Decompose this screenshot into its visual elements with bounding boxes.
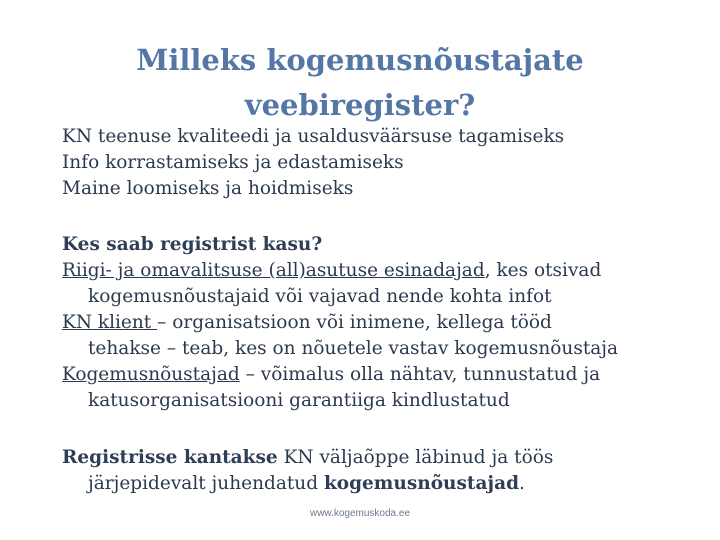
beneficiary-item [62,362,702,414]
title-line-2: veebiregister? [244,88,476,122]
beneficiary-link-authorities[interactable]: Riigi- ja omavalitsuse (all)asutuse esinadajad [62,260,485,281]
slide-title [0,38,720,128]
registration-text: KN väljaõppe läbinud ja töös [277,447,554,468]
beneficiary-item [62,310,702,362]
registration-period: . [519,473,525,494]
footer-url: www.kogemuskoda.ee [309,508,411,519]
beneficiary-link-counsellors[interactable]: Kogemusnõustajad [62,364,240,385]
registration-section [62,445,702,497]
title-line-1: Milleks kogemusnõustajate [136,43,584,77]
purpose-item: Maine loomiseks ja hoidmiseks [62,178,354,199]
beneficiary-link-client[interactable]: KN klient [62,312,158,333]
registration-text: järjepidevalt juhendatud [88,473,324,494]
slide-body [62,124,702,497]
registration-bold-lead: Registrisse kantakse [62,447,278,468]
purpose-item: KN teenuse kvaliteedi ja usaldusväärsuse tagamiseks [62,126,565,147]
registration-bold-term: kogemusnõustajad [323,473,520,494]
beneficiaries-section [62,232,702,414]
beneficiaries-heading: Kes saab registrist kasu? [62,234,323,255]
beneficiary-text-continued: tehakse – teab, kes on nõuetele vastav kogemusnõustaja [88,338,619,359]
beneficiary-text: – organisatsioon või inimene, kellega tööd [157,312,552,333]
purpose-item: Info korrastamiseks ja edastamiseks [62,152,404,173]
beneficiary-text-continued: katusorganisatsiooni garantiiga kindlustatud [88,390,510,411]
beneficiary-item [62,258,702,310]
beneficiary-text-continued: kogemusnõustajaid või vajavad nende kohta infot [88,286,552,307]
beneficiary-text: – võimalus olla nähtav, tunnustatud ja [239,364,601,385]
purpose-list [62,124,702,202]
beneficiary-text: , kes otsivad [484,260,602,281]
